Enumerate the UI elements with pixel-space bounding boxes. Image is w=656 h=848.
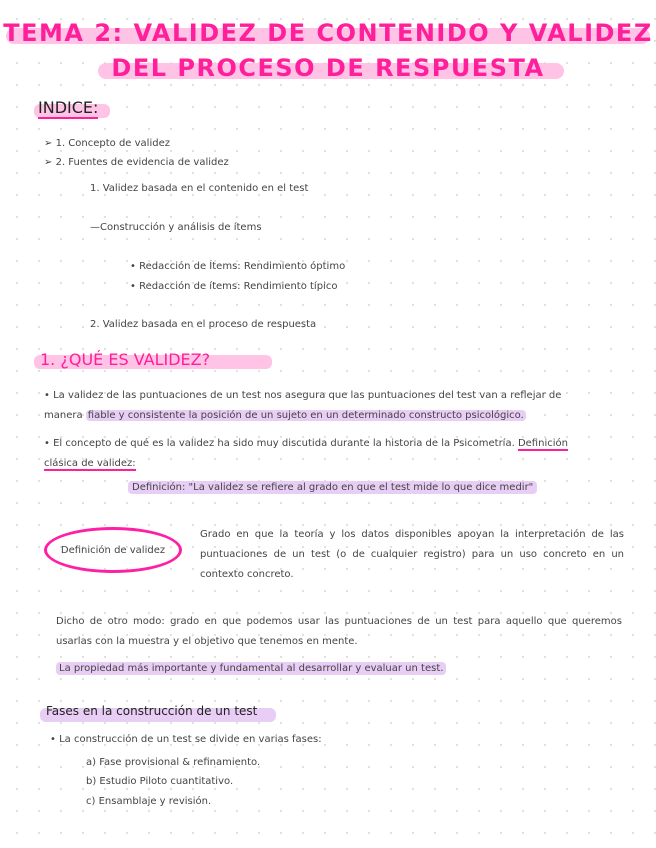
index-item-1: ➢ 1. Concepto de validez xyxy=(44,138,170,149)
page-title-line-1: TEMA 2: VALIDEZ DE CONTENIDO Y VALIDEZ xyxy=(3,19,653,47)
phase-item-b: b) Estudio Piloto cuantitativo. xyxy=(86,776,234,787)
bullet-icon: • xyxy=(130,281,136,292)
index-heading: INDICE: xyxy=(38,98,99,117)
phase-item-c: c) Ensamblaje y revisión. xyxy=(86,796,212,807)
index-bullet-2: • Redacción de ítems: Rendimiento típico xyxy=(130,281,338,292)
section1-heading: 1. ¿QUÉ ES VALIDEZ? xyxy=(40,350,211,369)
bullet-icon: • xyxy=(44,438,50,449)
index-item-2: ➢ 2. Fuentes de evidencia de validez xyxy=(44,157,229,168)
index-bullet-1: • Redacción de Ítems: Rendimiento óptimo xyxy=(130,261,346,272)
dash-icon: — xyxy=(90,222,100,233)
phases-intro: • La construcción de un test se divide en varias fases: xyxy=(50,734,322,745)
index-subitem-1a: —Construcción y análisis de ítems xyxy=(90,222,262,233)
paragraph-2 xyxy=(44,434,624,474)
arrow-icon: ➢ xyxy=(44,138,53,149)
definition-quote: Definición: "La validez se refiere al grado en que el test mide lo que dice medir" xyxy=(128,481,537,495)
phases-heading: Fases en la construcción de un test xyxy=(46,704,258,718)
paragraph-1-line-a: • La validez de las puntuaciones de un test nos asegura que las puntuaciones del test van a reflejar de xyxy=(44,390,562,401)
paragraph-1 xyxy=(44,386,620,426)
bullet-icon: • xyxy=(44,390,50,401)
paragraph-3: Dicho de otro modo: grado en que podemos usar las puntuaciones de un test para aquello que queremos usarlas con la muestra y el objetivo que tenemos en mente. xyxy=(56,616,622,647)
paragraph-1-line-b: manera fiable y consistente la posición de un sujeto en un determinado constructo psicológico. xyxy=(44,410,524,421)
index-subitem-1: 1. Validez basada en el contenido en el test xyxy=(90,183,309,194)
definition-oval: Definición de validez xyxy=(44,527,182,573)
paragraph-2-line-a: • El concepto de qué es la validez ha sido muy discutida durante la historia de la Psicometría. Definición xyxy=(44,438,568,449)
arrow-icon: ➢ xyxy=(44,157,53,168)
paragraph-4: La propiedad más importante y fundamental al desarrollar y evaluar un test. xyxy=(56,662,446,676)
highlighted-text: fiable y consistente la posición de un sujeto en un determinado constructo psicológico. xyxy=(87,410,524,421)
bullet-icon: • xyxy=(130,261,136,272)
phase-item-a: a) Fase provisional & refinamiento. xyxy=(86,757,261,768)
definition-text: Grado en que la teoría y los datos disponibles apoyan la interpretación de las puntuaciones de un test (o de cualquier registro) para un uso concreto en un contexto concreto. xyxy=(200,529,624,580)
bullet-icon: • xyxy=(50,734,56,745)
index-subitem-2: 2. Validez basada en el proceso de respuesta xyxy=(90,319,317,330)
underlined-text: clásica de validez: xyxy=(44,458,136,469)
underlined-text: Definición xyxy=(517,438,568,449)
page-title-line-2: DEL PROCESO DE RESPUESTA xyxy=(111,54,545,82)
paragraph-2-line-b xyxy=(44,454,624,474)
